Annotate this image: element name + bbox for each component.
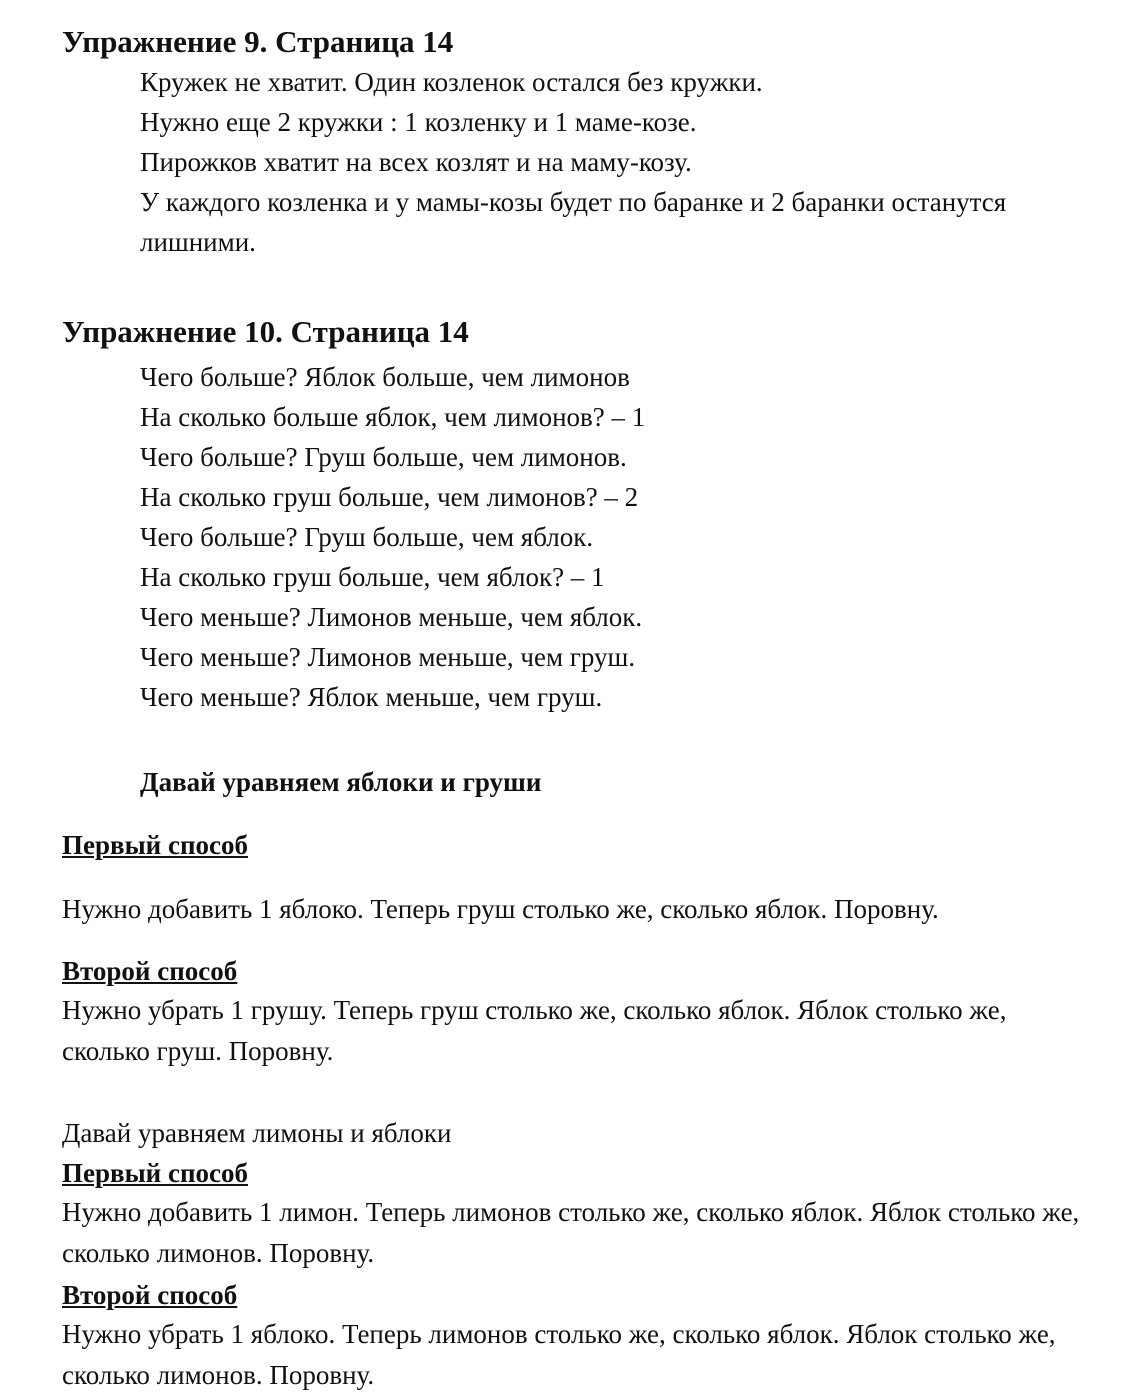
lemons-apples-title: Давай уравняем лимоны и яблоки [62, 1118, 452, 1148]
item-text: Чего больше? Яблок больше, чем лимонов [140, 362, 630, 392]
item-text: Чего меньше? Яблок меньше, чем груш. [140, 682, 603, 712]
lemons-apples-way2-text: Нужно убрать 1 яблоко. Теперь лимонов столько же, сколько яблок. Яблок столько же, сколько лимонов. Поровну. [62, 1319, 1056, 1390]
pears-apples-title: Давай уравняем яблоки и груши [140, 767, 542, 797]
lemons-apples-way1-text: Нужно добавить 1 лимон. Теперь лимонов столько же, сколько яблок. Яблок столько же, сколько лимонов. Поровну. [62, 1197, 1080, 1268]
item-text: Чего меньше? Лимонов меньше, чем яблок. [140, 602, 643, 632]
item-text: У каждого козленка и у мамы-козы будет по баранке и 2 баранки останутся лишними. [140, 187, 1007, 257]
item-text: На сколько груш больше, чем яблок? – 1 [140, 562, 605, 592]
exercise-10-title: Упражнение 10. Страница 14 [62, 314, 469, 349]
item-text: Чего больше? Груш больше, чем лимонов. [140, 442, 627, 472]
pears-apples-way1-text: Нужно добавить 1 яблоко. Теперь груш столько же, сколько яблок. Поровну. [62, 894, 939, 924]
item-text: Чего меньше? Лимонов меньше, чем груш. [140, 642, 636, 672]
lemons-apples-way1-label: Первый способ [62, 1158, 248, 1188]
exercise-9-title: Упражнение 9. Страница 14 [62, 24, 454, 59]
item-text: Кружек не хватит. Один козленок остался без кружки. [140, 67, 763, 97]
item-text: Нужно еще 2 кружки : 1 козленку и 1 маме-козе. [140, 107, 697, 137]
pears-apples-way2-label: Второй способ [62, 956, 238, 986]
pears-apples-way2-text: Нужно убрать 1 грушу. Теперь груш столько же, сколько яблок. Яблок столько же, сколько груш. Поровну. [62, 995, 1007, 1066]
item-text: На сколько больше яблок, чем лимонов? – 1 [140, 402, 646, 432]
item-text: На сколько груш больше, чем лимонов? – 2 [140, 482, 639, 512]
lemons-apples-way2-label: Второй способ [62, 1280, 238, 1310]
item-text: Чего больше? Груш больше, чем яблок. [140, 522, 594, 552]
pears-apples-way1-label: Первый способ [62, 830, 248, 860]
item-text: Пирожков хватит на всех козлят и на маму-козу. [140, 147, 692, 177]
